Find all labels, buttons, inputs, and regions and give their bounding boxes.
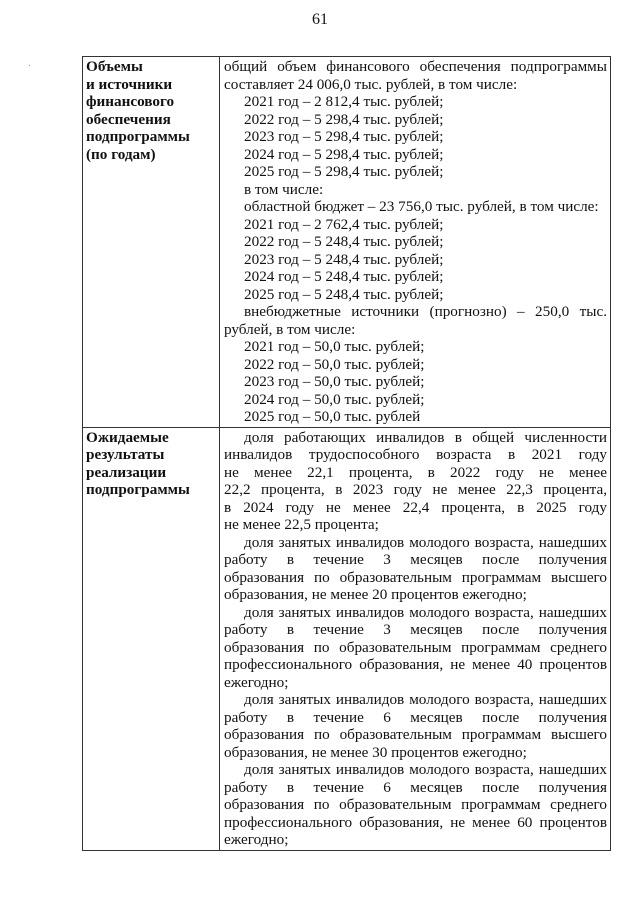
label-line: подпрограммы [86, 128, 190, 145]
result-paragraph-line: доля занятых инвалидов молодого возраста, нашедших [244, 761, 607, 778]
total-year-line: 2024 год – 5 298,4 тыс. рублей; [244, 145, 444, 163]
regional-year-line: 2023 год – 5 248,4 тыс. рублей; [244, 250, 444, 268]
regional-year-line: 2021 год – 2 762,4 тыс. рублей; [244, 215, 444, 233]
total-year-line: 2025 год – 5 298,4 тыс. рублей; [244, 163, 444, 180]
label-line: (по годам) [86, 145, 156, 163]
result-paragraph-line: не менее 22,1 процента, в 2022 году не менее [224, 463, 607, 481]
row-label-expected-results [83, 427, 220, 850]
financing-intro-line: общий объем финансового обеспечения подпрограммы [224, 58, 607, 75]
table-row-financing [83, 57, 611, 428]
table-row-expected-results [83, 427, 611, 850]
extrabudget-year-line: 2024 год – 50,0 тыс. рублей; [244, 390, 425, 408]
scan-speck [29, 65, 30, 66]
result-paragraph-line: работу в течение 6 месяцев после получения [224, 778, 607, 796]
result-paragraph-line: 22,2 процента, в 2023 году не менее 22,3 процента, [224, 481, 607, 498]
label-line: реализации [86, 463, 167, 481]
subprogram-passport-table [82, 56, 611, 851]
financing-intro-line: составляет 24 006,0 тыс. рублей, в том числе: [224, 75, 518, 93]
label-line: результаты [86, 446, 165, 463]
result-paragraph-line: не менее 22,5 процента; [224, 516, 379, 533]
result-paragraph-line: образования по образовательным программам среднего [224, 796, 607, 813]
label-line: Объемы [86, 58, 143, 75]
result-paragraph-line: ежегодно; [224, 831, 289, 848]
label-line: подпрограммы [86, 481, 190, 498]
total-year-line: 2021 год – 2 812,4 тыс. рублей; [244, 93, 444, 110]
row-content-expected-results [220, 427, 611, 850]
result-paragraph-line: профессионального образования, не менее 60 процентов [224, 813, 607, 831]
regional-year-line: 2025 год – 5 248,4 тыс. рублей; [244, 285, 444, 303]
extrabudget-line: рублей, в том числе: [224, 320, 356, 338]
extrabudget-year-line: 2023 год – 50,0 тыс. рублей; [244, 373, 425, 390]
extrabudget-year-line: 2025 год – 50,0 тыс. рублей [244, 408, 421, 425]
label-line: обеспечения [86, 110, 171, 128]
regional-year-line: 2022 год – 5 248,4 тыс. рублей; [244, 233, 444, 250]
result-paragraph-line: профессионального образования, не менее 40 процентов [224, 656, 607, 673]
result-paragraph-line: доля занятых инвалидов молодого возраста, нашедших [244, 603, 607, 621]
including-line: в том числе: [244, 180, 324, 198]
extrabudget-year-line: 2022 год – 50,0 тыс. рублей; [244, 355, 425, 373]
result-paragraph-line: работу в течение 6 месяцев после получения [224, 708, 607, 726]
total-year-line: 2023 год – 5 298,4 тыс. рублей; [244, 128, 444, 145]
result-paragraph-line: доля занятых инвалидов молодого возраста, нашедших [244, 533, 607, 551]
result-paragraph-line: доля работающих инвалидов в общей численности [244, 428, 607, 446]
result-paragraph-line: ежегодно; [224, 673, 289, 691]
extrabudget-line: внебюджетные источники (прогнозно) – 250,0 тыс. [244, 303, 607, 320]
result-paragraph-line: образования по образовательным программам высшего [224, 726, 607, 743]
label-line: и источники [86, 75, 173, 93]
result-paragraph-line: образования, не менее 30 процентов ежегодно; [224, 743, 527, 761]
result-paragraph-line: в 2024 году не менее 22,4 процента, в 2025 году [224, 498, 607, 516]
regional-budget-line: областной бюджет – 23 756,0 тыс. рублей, в том числе: [244, 198, 599, 215]
result-paragraph-line: работу в течение 3 месяцев после получения [224, 621, 607, 638]
result-paragraph-line: образования по образовательным программам среднего [224, 638, 607, 656]
result-paragraph-line: образования по образовательным программам высшего [224, 568, 607, 586]
regional-year-line: 2024 год – 5 248,4 тыс. рублей; [244, 268, 444, 285]
row-content-financing [220, 57, 611, 428]
label-line: Ожидаемые [86, 428, 169, 446]
result-paragraph-line: инвалидов трудоспособного возраста в 2021 году [224, 446, 607, 463]
result-paragraph-line: образования, не менее 20 процентов ежегодно; [224, 586, 527, 603]
result-paragraph-line: доля занятых инвалидов молодого возраста, нашедших [244, 691, 607, 708]
label-line: финансового [86, 93, 175, 110]
row-label-financing [83, 57, 220, 428]
total-year-line: 2022 год – 5 298,4 тыс. рублей; [244, 110, 444, 128]
extrabudget-year-line: 2021 год – 50,0 тыс. рублей; [244, 338, 425, 355]
page-number: 61 [312, 11, 328, 28]
result-paragraph-line: работу в течение 3 месяцев после получения [224, 551, 607, 568]
